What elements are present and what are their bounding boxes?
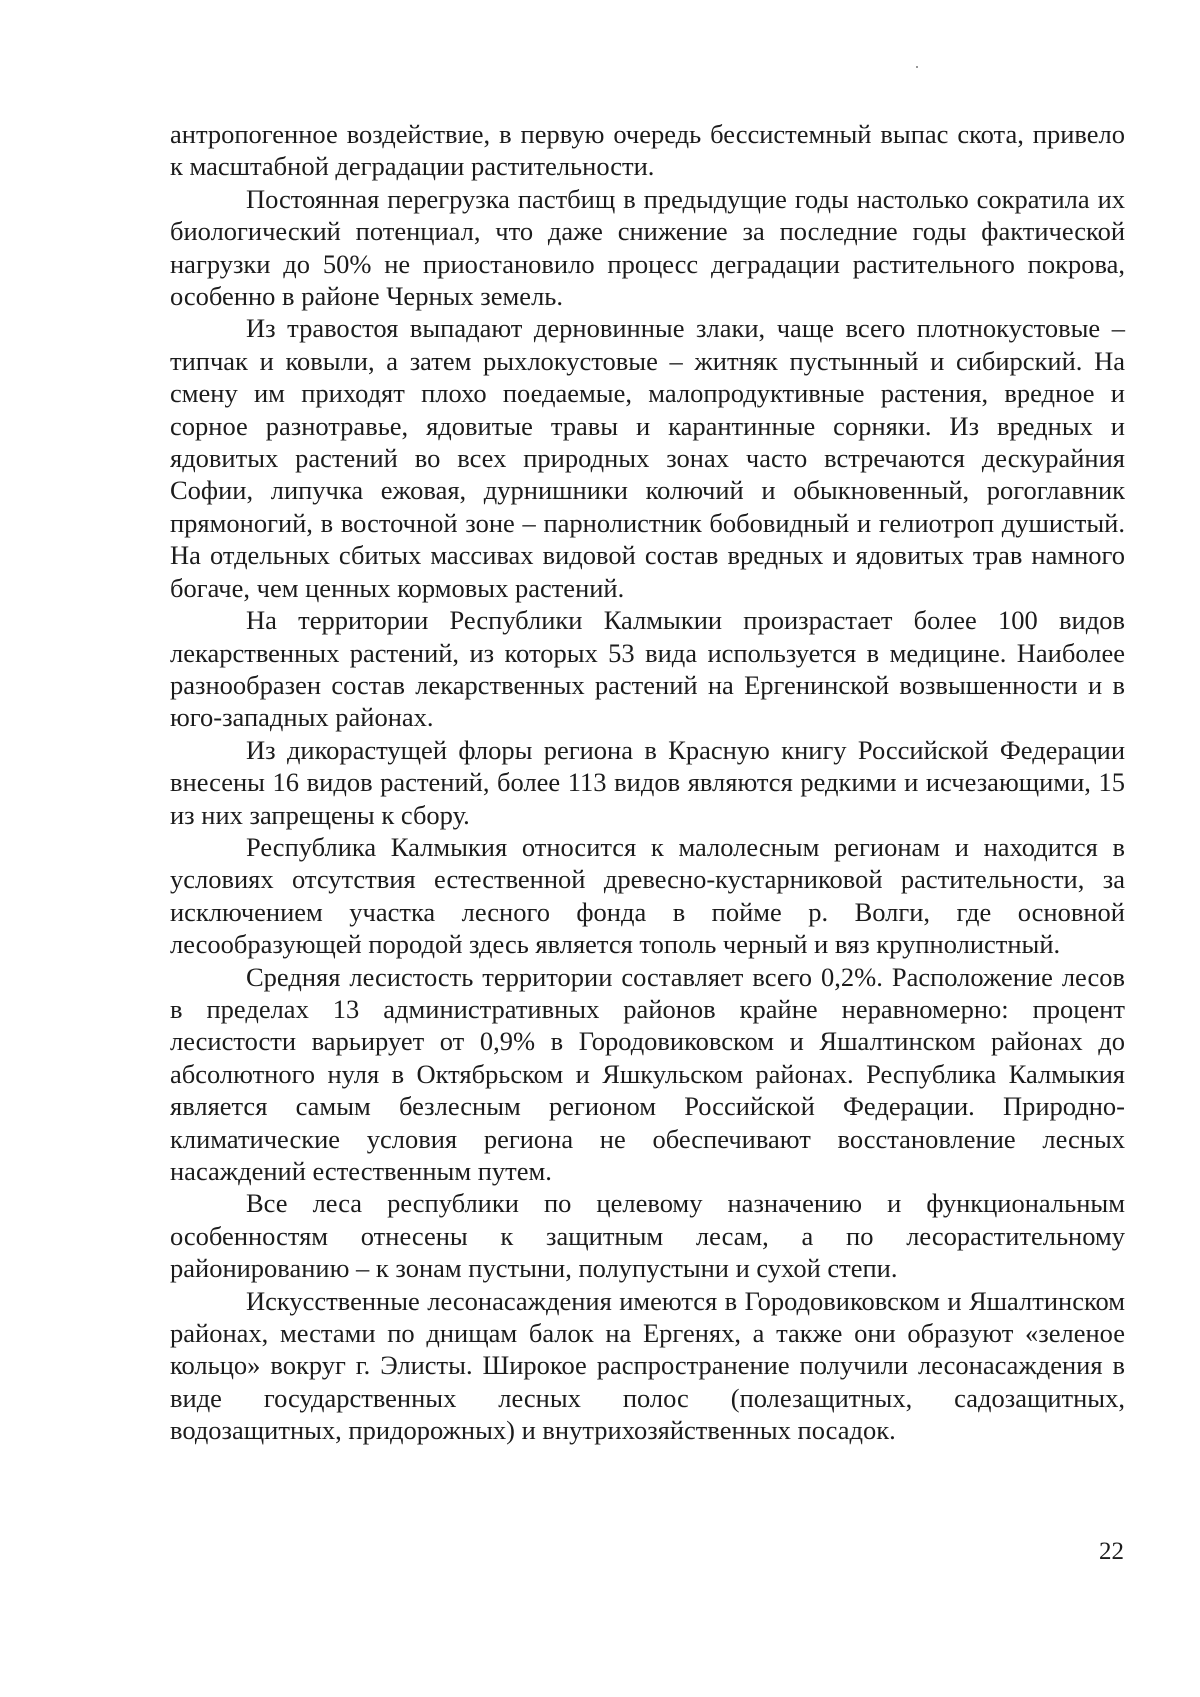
paragraph-5: Из дикорастущей флоры региона в Красную книгу Российской Федерации внесены 16 видов растений, более 113 видов являются редкими и исчезающими, 15 из них запрещены к сбору. — [170, 734, 1125, 830]
paragraph-1: антропогенное воздействие, в первую очередь бессистемный выпас скота, привело к масштабной деградации растительности. — [170, 119, 1125, 182]
paragraph-2: Постоянная перегрузка пастбищ в предыдущие годы настолько сократила их биологический потенциал, что даже снижение за последние годы фактической нагрузки до 50% не приостановило процесс деградации растительного покрова, особенно в районе Черных земель. — [170, 183, 1125, 312]
document-body — [170, 118, 1125, 1447]
paragraph-3: Из травостоя выпадают дерновинные злаки, чаще всего плотнокустовые – типчак и ковыли, а затем рыхлокустовые – житняк пустынный и сибирский. На смену им приходят плохо поедаемые, малопродуктивные растения, вредное и сорное разнотравье, ядовитые травы и карантинные сорняки. Из вредных и ядовитых растений во всех природных зонах часто встречаются дескурайния Софии, липучка ежовая, дурнишники колючий и обыкновенный, рогоглавник прямоногий, в восточной зоне – парнолистник бобовидный и гелиотроп душистый. На отдельных сбитых массивах видовой состав вредных и ядовитых трав намного богаче, чем ценных кормовых растений. — [170, 313, 1125, 603]
paragraph-6: Республика Калмыкия относится к малолесным регионам и находится в условиях отсутствия естественной древесно-кустарниковой растительности, за исключением участка лесного фонда в пойме р. Волги, где основной лесообразующей породой здесь является тополь черный и вяз крупнолистный. — [170, 831, 1125, 960]
page-number: 22 — [1099, 1538, 1124, 1565]
paragraph-8: Все леса республики по целевому назначению и функциональным особенностям отнесены к защитным лесам, а по лесорастительному районированию – к зонам пустыни, полупустыни и сухой степи. — [170, 1188, 1125, 1284]
scan-speck — [916, 66, 918, 68]
paragraph-7: Средняя лесистость территории составляет всего 0,2%. Расположение лесов в пределах 13 административных районов крайне неравномерно: процент лесистости варьирует от 0,9% в Городовиковском и Яшалтинском районах до абсолютного нуля в Октябрьском и Яшкульском районах. Республика Калмыкия является самым безлесным регионом Российской Федерации. Природно-климатические условия региона не обеспечивают восстановление лесных насаждений естественным путем. — [170, 961, 1125, 1186]
paragraph-4: На территории Республики Калмыкии произрастает более 100 видов лекарственных растений, из которых 53 вида используется в медицине. Наиболее разнообразен состав лекарственных растений на Ергенинской возвышенности и в юго-западных районах. — [170, 605, 1125, 733]
paragraph-9: Искусственные лесонасаждения имеются в Городовиковском и Яшалтинском районах, местами по днищам балок на Ергенях, а также они образуют «зеленое кольцо» вокруг г. Элисты. Широкое распространение получили лесонасаждения в виде государственных лесных полос (полезащитных, садозащитных, водозащитных, придорожных) и внутрихозяйственных посадок. — [170, 1285, 1125, 1446]
